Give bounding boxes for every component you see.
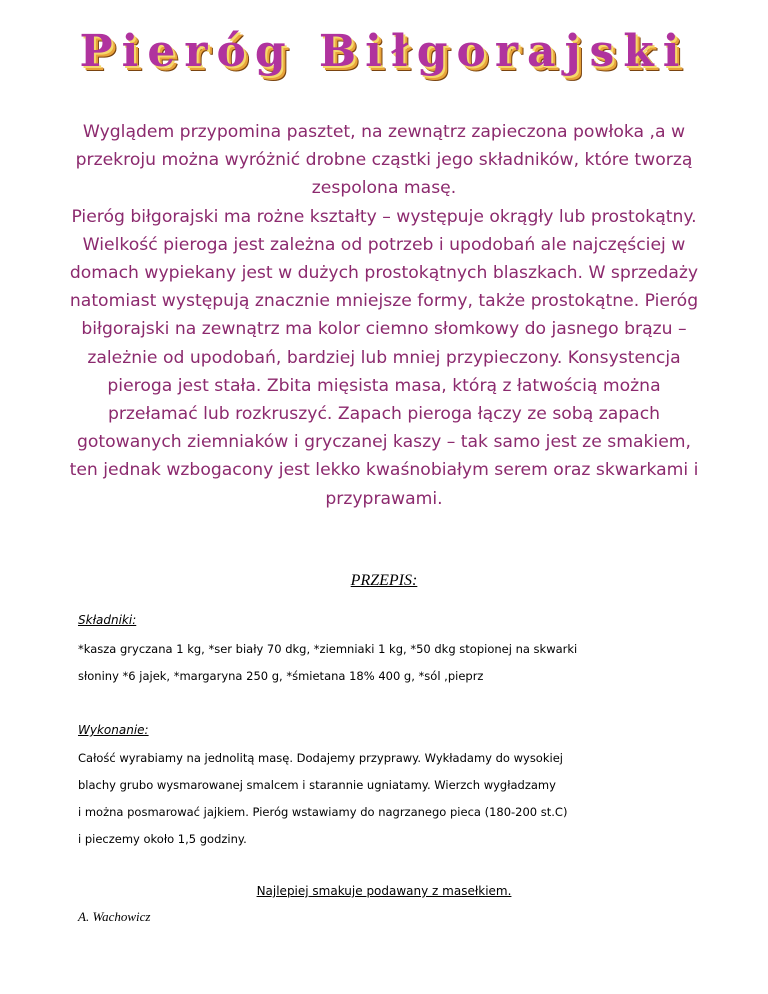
method-label: Wykonanie: [78,723,149,737]
ingredients-line: słoniny *6 jajek, *margaryna 250 g, *śmietana 18% 400 g, *sól ,pieprz [78,669,484,683]
method-line: Całość wyrabiamy na jednolitą masę. Dodajemy przyprawy. Wykładamy do wysokiej [78,751,563,765]
method-line: i można posmarować jajkiem. Pieróg wstawiamy do nagrzanego pieca (180-200 st.C) [78,805,568,819]
serving-note: Najlepiej smakuje podawany z masełkiem. [256,884,512,898]
ingredients-line: *kasza gryczana 1 kg, *ser biały 70 dkg, *ziemniaki 1 kg, *50 dkg stopionej na skwarki [78,642,578,656]
page-title: Pieróg Biłgorajski [79,26,689,77]
intro-paragraph: Wyglądem przypomina pasztet, na zewnątrz zapieczona powłoka ,a w przekroju można wyróżnić drobne cząstki jego składników, które tworzą zespolona masę. [75,122,693,199]
intro-text [62,118,706,513]
intro-paragraph: Pieróg biłgorajski ma rożne kształty – występuje okrągły lub prostokątny. Wielkość pieroga jest zależna od potrzeb i upodobań ale najczęściej w domach wypiekany jest w dużych prostokątnych blaszkach. W sprzedaży natomiast występują znacznie mniejsze formy, także prostokątne. Pieróg biłgorajski na zewnątrz ma kolor ciemno słomkowy do jasnego brązu – zależnie od upodobań, bardziej lub mniej przypieczony. Konsystencja pieroga jest stała. Zbita mięsista masa, którą z łatwością można przełamać lub rozkruszyć. Zapach pieroga łączy ze sobą zapach gotowanych ziemniaków i gryczanej kaszy – tak samo jest ze smakiem, ten jednak wzbogacony jest lekko kwaśnobiałym serem oraz skwarkami i przyprawami. [69,206,699,509]
method-line: blachy grubo wysmarowanej smalcem i starannie ugniatamy. Wierzch wygładzamy [78,778,556,792]
author-name: A. Wachowicz [78,909,151,924]
recipe-header: PRZEPIS: [350,572,418,589]
method-line: i pieczemy około 1,5 godziny. [78,832,247,846]
ingredients-label: Składniki: [78,613,137,627]
